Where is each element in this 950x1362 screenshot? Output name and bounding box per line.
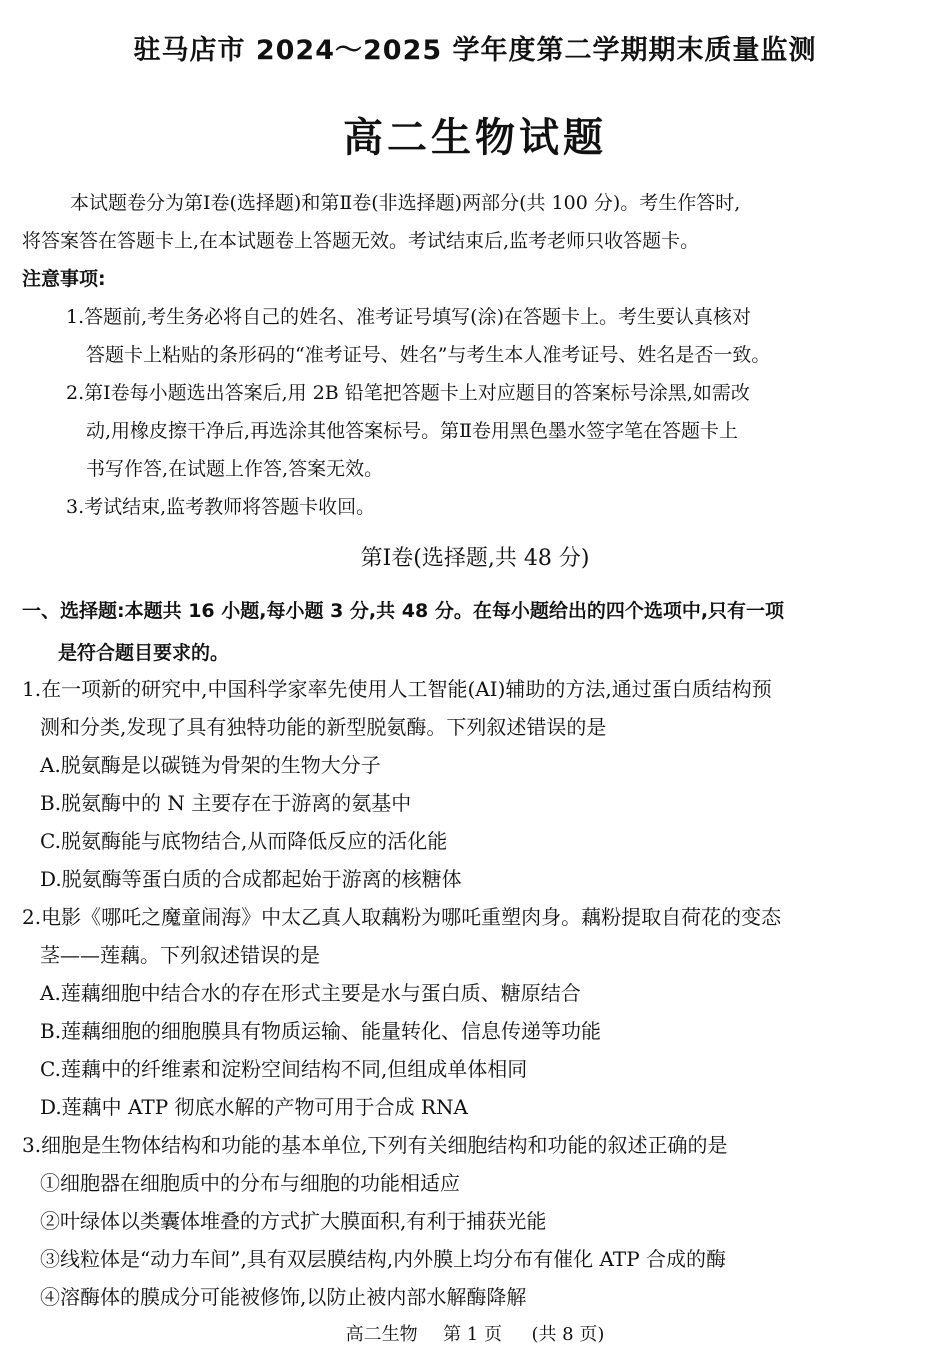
q3-statement-3: ③线粒体是“动力车间”,具有双层膜结构,内外膜上均分布有催化 ATP 合成的酶 bbox=[40, 1247, 727, 1271]
q1-option-b: B.脱氨酶中的 N 主要存在于游离的氨基中 bbox=[40, 791, 412, 815]
note-1-line-1: 1.答题前,考生务必将自己的姓名、准考证号填写(涂)在答题卡上。考生要认真核对 bbox=[66, 306, 751, 328]
note-2-line-2: 动,用橡皮擦干净后,再选涂其他答案标号。第Ⅱ卷用黑色墨水签字笔在答题卡上 bbox=[86, 420, 738, 442]
note-2-line-1: 2.第Ⅰ卷每小题选出答案后,用 2B 铅笔把答题卡上对应题目的答案标号涂黑,如需改 bbox=[66, 382, 750, 404]
q2-option-b: B.莲藕细胞的细胞膜具有物质运输、能量转化、信息传递等功能 bbox=[40, 1019, 602, 1043]
footer-subject: 高二生物 bbox=[345, 1324, 418, 1345]
footer-total-pages: (共 8 页) bbox=[531, 1324, 605, 1345]
intro-line-1: 本试题卷分为第Ⅰ卷(选择题)和第Ⅱ卷(非选择题)两部分(共 100 分)。考生作答时, bbox=[70, 192, 741, 214]
page-title: 高二生物试题 bbox=[343, 114, 607, 161]
note-2-line-3: 书写作答,在试题上作答,答案无效。 bbox=[86, 458, 384, 480]
q2-stem-line-2: 茎——莲藕。下列叙述错误的是 bbox=[40, 943, 320, 967]
q1-option-c: C.脱氨酶能与底物结合,从而降低反应的活化能 bbox=[40, 829, 448, 853]
q3-statement-2: ②叶绿体以类囊体堆叠的方式扩大膜面积,有利于捕获光能 bbox=[40, 1209, 547, 1233]
q2-stem-line-1: 2.电影《哪吒之魔童闹海》中太乙真人取藕粉为哪吒重塑肉身。藕粉提取自荷花的变态 bbox=[22, 905, 782, 929]
notes-heading: 注意事项: bbox=[22, 268, 106, 290]
q1-stem-line-2: 测和分类,发现了具有独特功能的新型脱氨酶。下列叙述错误的是 bbox=[40, 715, 607, 739]
q1-option-d: D.脱氨酶等蛋白质的合成都起始于游离的核糖体 bbox=[40, 867, 462, 891]
q1-option-a: A.脱氨酶是以碳链为骨架的生物大分子 bbox=[40, 753, 381, 777]
q2-option-c: C.莲藕中的纤维素和淀粉空间结构不同,但组成单体相同 bbox=[40, 1057, 528, 1081]
exam-header: 驻马店市 2024～2025 学年度第二学期期末质量监测 bbox=[133, 35, 817, 66]
page-footer bbox=[0, 1320, 950, 1346]
section-1-instruction-line-2: 是符合题目要求的。 bbox=[58, 642, 230, 664]
footer-page-number: 第 1 页 bbox=[443, 1324, 502, 1345]
q3-statement-1: ①细胞器在细胞质中的分布与细胞的功能相适应 bbox=[40, 1171, 460, 1195]
q3-statement-4: ④溶酶体的膜成分可能被修饰,以防止被内部水解酶降解 bbox=[40, 1285, 527, 1309]
q1-stem-line-1: 1.在一项新的研究中,中国科学家率先使用人工智能(AI)辅助的方法,通过蛋白质结构预 bbox=[22, 677, 772, 701]
q2-option-d: D.莲藕中 ATP 彻底水解的产物可用于合成 RNA bbox=[40, 1095, 468, 1119]
q3-stem: 3.细胞是生物体结构和功能的基本单位,下列有关细胞结构和功能的叙述正确的是 bbox=[22, 1133, 728, 1157]
note-3: 3.考试结束,监考教师将答题卡收回。 bbox=[66, 496, 376, 518]
section-1-instruction-line-1: 一、选择题:本题共 16 小题,每小题 3 分,共 48 分。在每小题给出的四个选项中,只有一项 bbox=[22, 600, 785, 622]
q2-option-a: A.莲藕细胞中结合水的存在形式主要是水与蛋白质、糖原结合 bbox=[40, 981, 581, 1005]
intro-line-2: 将答案答在答题卡上,在本试题卷上答题无效。考试结束后,监考老师只收答题卡。 bbox=[22, 230, 700, 252]
section-1-title: 第Ⅰ卷(选择题,共 48 分) bbox=[360, 546, 590, 571]
note-1-line-2: 答题卡上粘贴的条形码的“准考证号、姓名”与考生本人准考证号、姓名是否一致。 bbox=[86, 344, 771, 366]
